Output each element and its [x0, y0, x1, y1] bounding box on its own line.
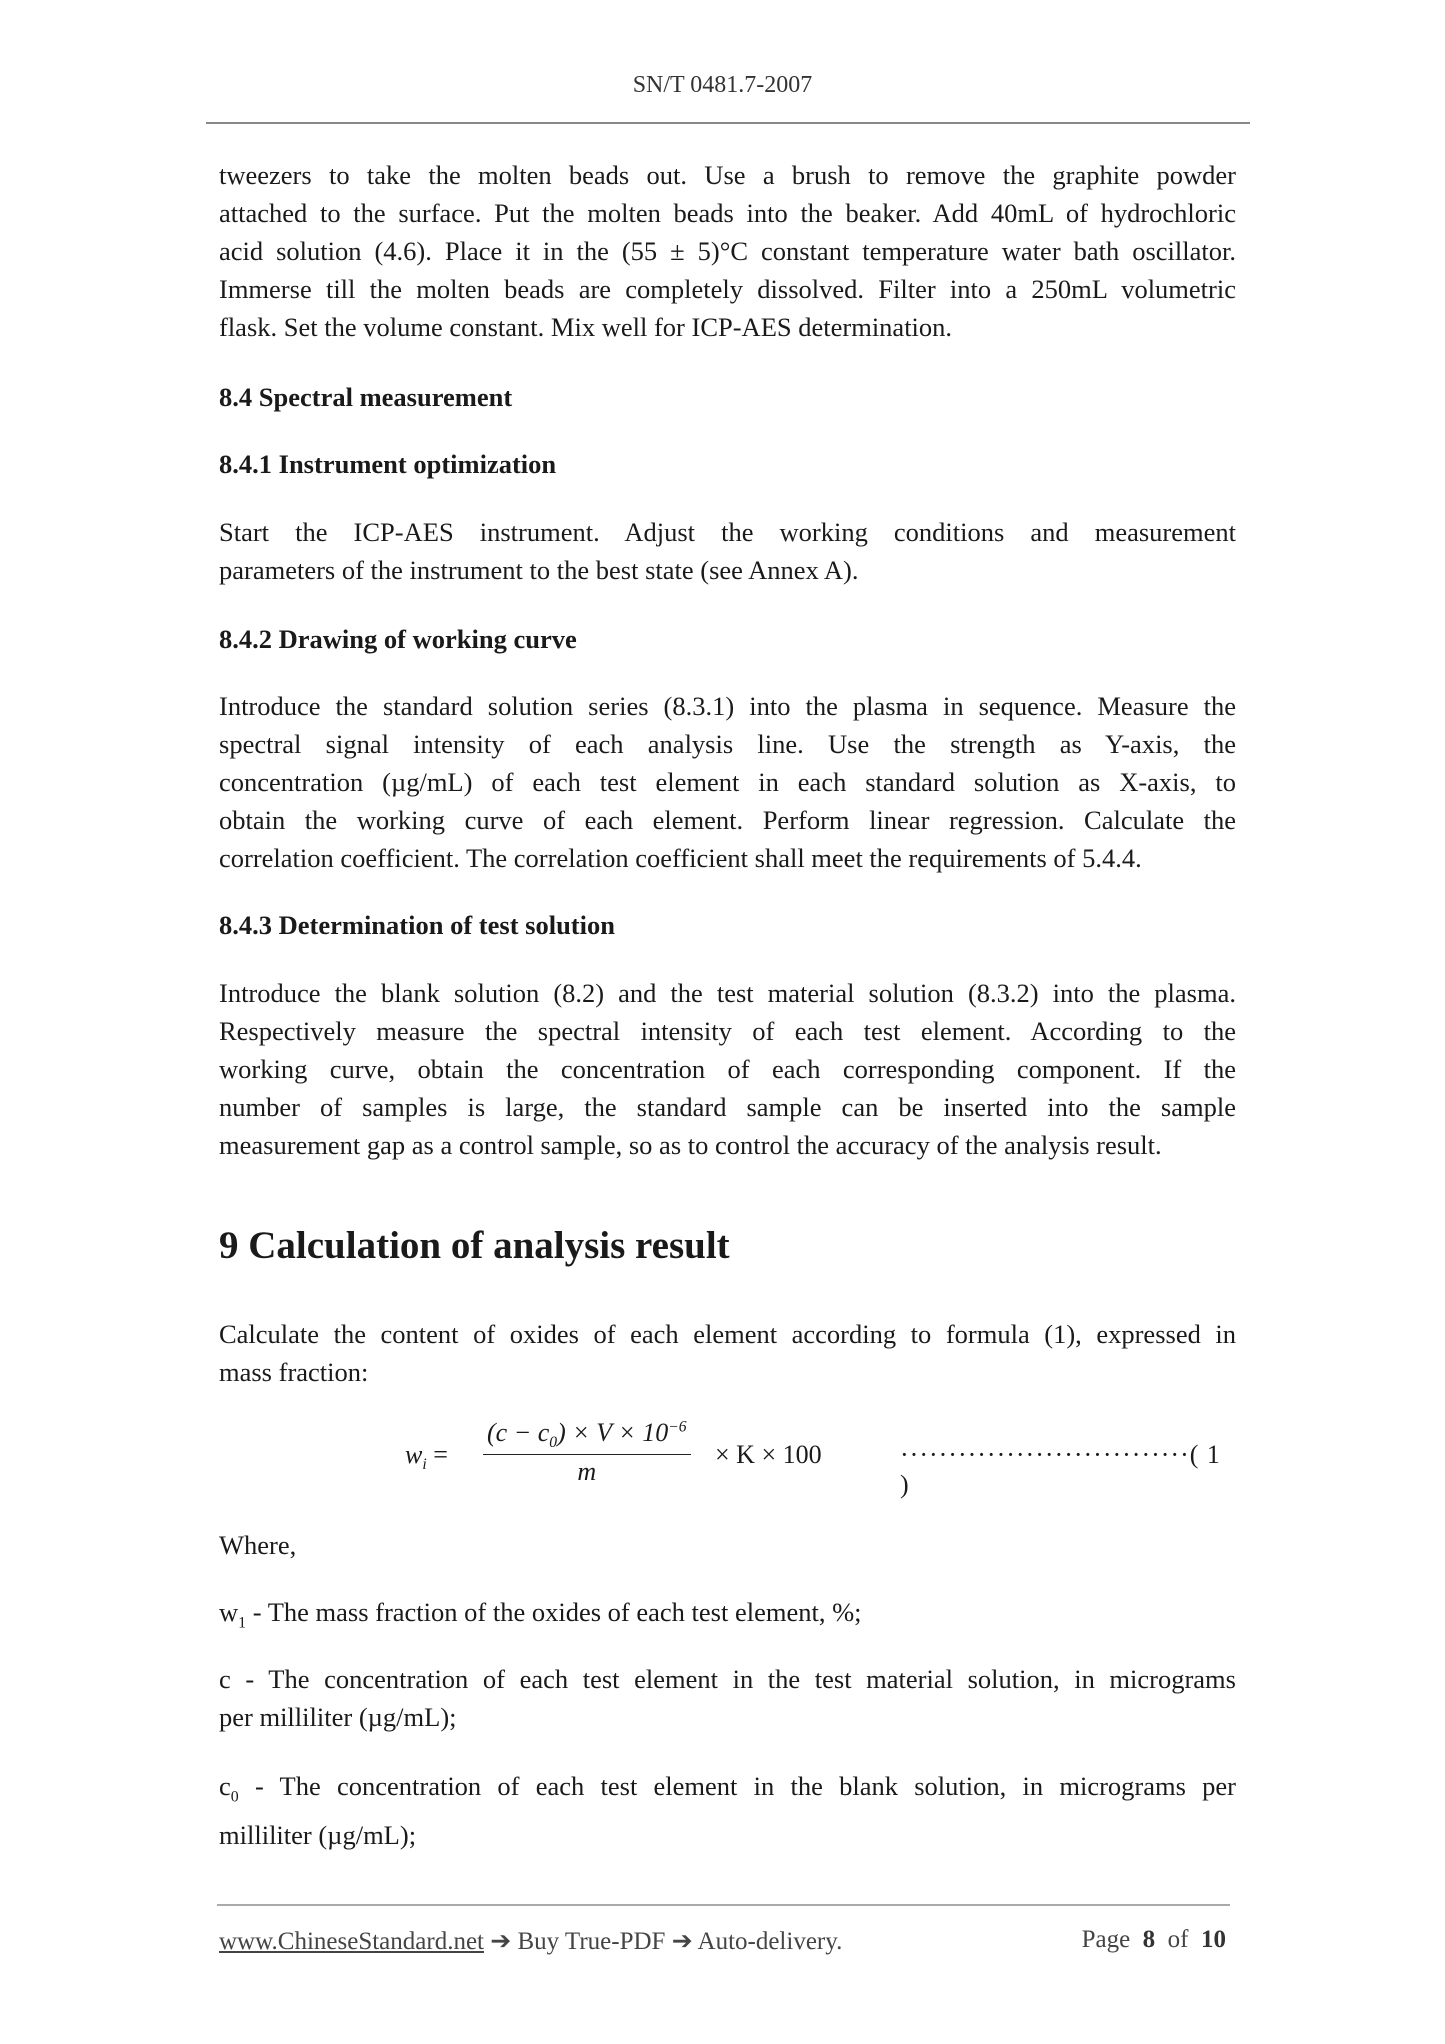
formula-fraction — [483, 1418, 691, 1487]
footer — [219, 1926, 1230, 1956]
paragraph-molten-beads — [219, 156, 1236, 346]
where-label: Where, — [219, 1530, 297, 1560]
text-line: Calculate the content of oxides of each element according to formula (1), expressed in — [219, 1319, 1236, 1349]
text-line: parameters of the instrument to the best state (see Annex A). — [219, 555, 859, 585]
definition-w1: $w_1$ - The mass fraction of the oxides of each test element, %; — [219, 1597, 862, 1632]
section-heading-8-4-1: 8.4.1 Instrument optimization — [219, 449, 557, 479]
document-id-header: SN/T 0481.7-2007 — [632, 72, 813, 98]
footer-divider — [217, 1904, 1230, 1906]
formula-multiplier: × K × 100 — [715, 1440, 822, 1469]
text-line: mass fraction: — [219, 1357, 369, 1387]
text-line: Respectively measure the spectral intensity of each test element. According to the — [219, 1016, 1236, 1046]
text-line: Start the ICP-AES instrument. Adjust the working conditions and measurement — [219, 517, 1236, 547]
text-line: obtain the working curve of each element. Perform linear regression. Calculate the — [219, 805, 1236, 835]
text-line: Introduce the blank solution (8.2) and the test material solution (8.3.2) into the plasma. — [219, 978, 1236, 1008]
paragraph-instrument-optimization — [219, 513, 1236, 589]
text-line: flask. Set the volume constant. Mix well for ICP-AES determination. — [219, 312, 953, 342]
definition-c0: $c_0$ - The concentration of each test element in the blank solution, in micrograms per milliliter (µg/mL); — [219, 1771, 1236, 1851]
text-line: c - The concentration of each test element in the test material solution, in micrograms — [219, 1664, 1236, 1694]
text-line: acid solution (4.6). Place it in the (55 ± 5)°C constant temperature water bath oscillator. — [219, 236, 1236, 266]
text-line: tweezers to take the molten beads out. Use a brush to remove the graphite powder — [219, 160, 1236, 190]
text-line: per milliliter (µg/mL); — [219, 1702, 457, 1732]
formula-numerator: $(c - c_0) \times V \times 10^{-6}$ — [483, 1418, 691, 1455]
paragraph-calculation — [219, 1315, 1236, 1391]
text-line: spectral signal intensity of each analysis line. Use the strength as Y-axis, the — [219, 729, 1236, 759]
text-line: Immerse till the molten beads are completely dissolved. Filter into a 250mL volumetric — [219, 274, 1236, 304]
text-line: concentration (µg/mL) of each test element in each standard solution as X-axis, to — [219, 767, 1236, 797]
text-line: correlation coefficient. The correlation coefficient shall meet the requirements of 5.4.4. — [219, 843, 1142, 873]
section-heading-8-4-2: 8.4.2 Drawing of working curve — [219, 624, 577, 654]
formula-label: ······························( 1 ) — [900, 1440, 1221, 1499]
text-line: Introduce the standard solution series (8.3.1) into the plasma in sequence. Measure the — [219, 691, 1236, 721]
buy-pdf-text: Buy True-PDF — [517, 1928, 666, 1955]
text-line: attached to the surface. Put the molten beads into the beaker. Add 40mL of hydrochloric — [219, 198, 1236, 228]
formula-lhs: $w_i$ = — [405, 1440, 448, 1474]
section-heading-8-4: 8.4 Spectral measurement — [219, 382, 513, 412]
arrow-right-icon: ➔ — [490, 1928, 512, 1955]
text-line: measurement gap as a control sample, so as to control the accuracy of the analysis result. — [219, 1130, 1162, 1160]
header-divider — [206, 122, 1250, 124]
formula-denominator: m — [577, 1457, 597, 1487]
definition-c — [219, 1660, 1236, 1736]
paragraph-test-solution — [219, 974, 1236, 1164]
auto-delivery-text: Auto-delivery. — [697, 1928, 843, 1955]
section-heading-8-4-3: 8.4.3 Determination of test solution — [219, 910, 615, 940]
section-heading-9: 9 Calculation of analysis result — [219, 1224, 730, 1267]
text-line: number of samples is large, the standard sample can be inserted into the sample — [219, 1092, 1236, 1122]
page-number: Page 8 of 10 — [1081, 1926, 1226, 1953]
formula-1 — [405, 1418, 1235, 1498]
website-link[interactable]: www.ChineseStandard.net — [219, 1928, 484, 1955]
text-line: working curve, obtain the concentration of each corresponding component. If the — [219, 1054, 1236, 1084]
arrow-right-icon: ➔ — [671, 1928, 693, 1955]
paragraph-working-curve — [219, 687, 1236, 877]
